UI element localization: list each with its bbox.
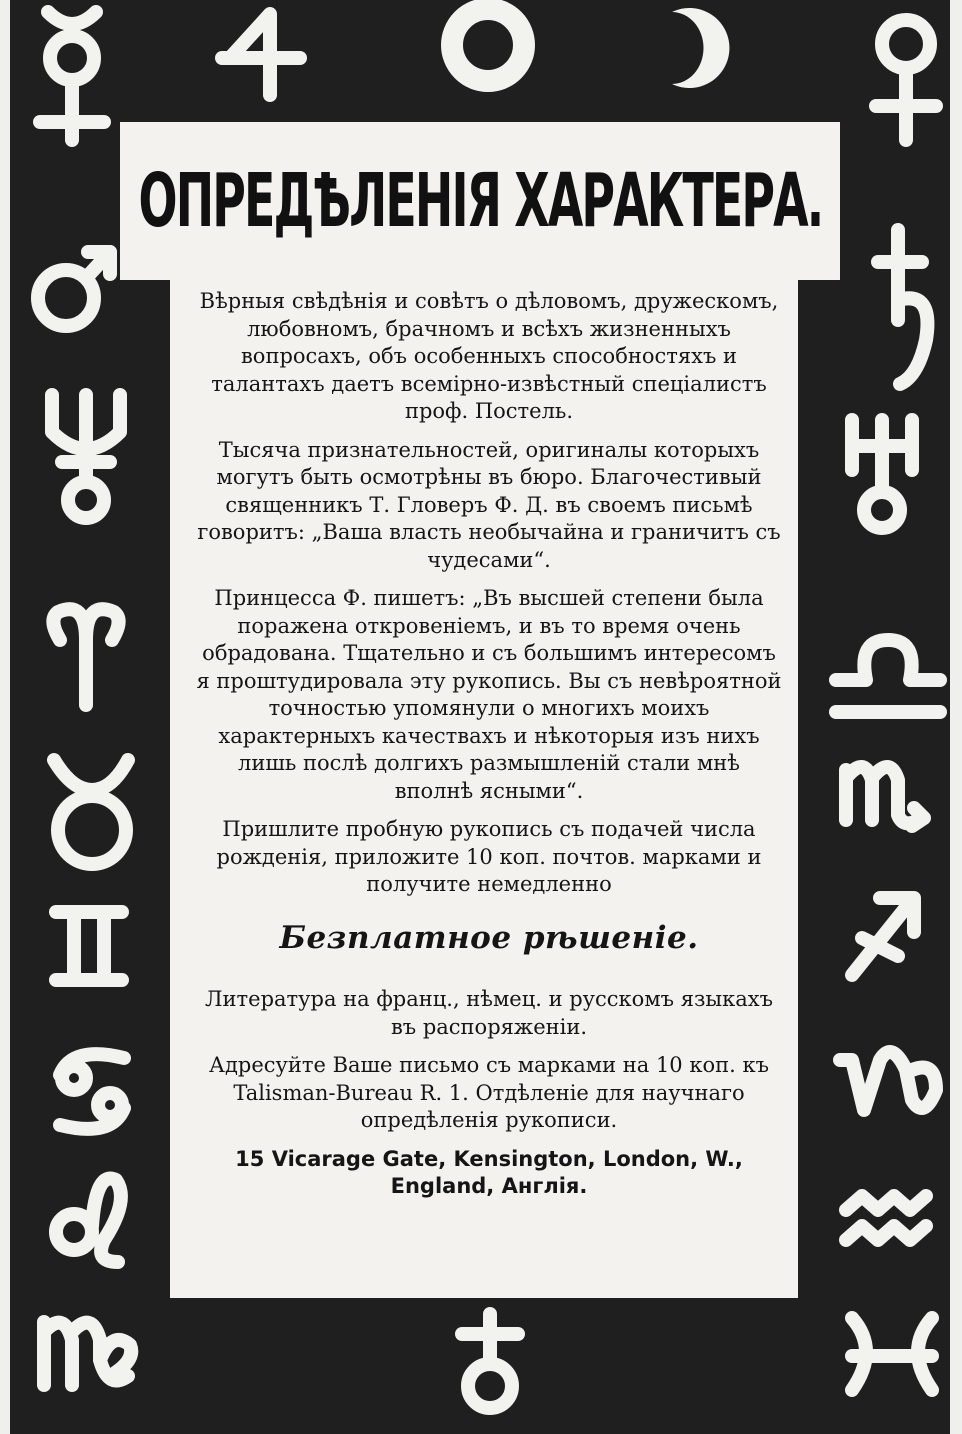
sun-icon [452,9,524,81]
mars-icon [38,252,110,326]
page-title: ОПРЕДѢЛЕНІЯ ХАРАКТЕРА. [138,158,822,244]
venus-icon [876,20,936,140]
saturn-icon [878,230,927,384]
intro-paragraph: Вѣрныя свѣдѣнія и совѣтъ о дѣловомъ, дружескомъ, любовномъ, брачномъ и всѣхъ жизненныхъ вопросахъ, объ особенныхъ способностяхъ и талантахъ даетъ всемірно-извѣстный спеціалистъ проф. Постель. [199,289,779,423]
address-intro-paragraph: Адресуйте Ваше письмо съ марками на 10 коп. къ Talisman-Bureau R. 1. Отдѣленіе для научнаго опредѣленія рукописи. [209,1053,769,1132]
moon-icon [672,8,729,88]
neptune-icon [52,395,120,518]
gemini-icon [56,912,122,980]
languages-paragraph: Литература на франц., нѣмец. и русскомъ языкахъ въ распоряженіи. [205,987,773,1039]
aries-icon [53,609,118,705]
uranus-icon [852,420,912,528]
scorpio-icon [846,767,924,826]
mercury-icon [40,12,104,140]
pisces-icon [852,1318,932,1390]
sagittarius-icon [852,898,914,975]
offer-paragraph: Пришлите пробную рукопись съ подачей числа рожденія, приложите 10 коп. почтов. марками и получите немедленно [216,817,762,896]
earth-icon [462,1314,518,1408]
virgo-icon [44,1322,131,1385]
taurus-icon [54,760,128,864]
aquarius-icon [846,1196,926,1240]
libra-icon [836,640,940,712]
capricorn-icon [840,1052,936,1110]
free-solution-heading: Безплатное рѣшеніе. [279,919,699,956]
testimonial-paragraph-2: Принцесса Ф. пишетъ: „Въ высшей степени была поражена откровеніемъ, и въ то время очень обрадована. Тщательно и съ большимъ интересомъ я проштудировала эту рукопись. Вы съ невѣроятной точностью упомянули о многихъ моихъ характерныхъ качествахъ и нѣкоторыя изъ нихъ лишь послѣ долгихъ размышленій стали мнѣ вполнѣ ясными“. [196,586,782,803]
title-box [120,122,840,280]
cancer-icon [60,1054,124,1129]
jupiter-icon [222,14,300,95]
postal-address: 15 Vicarage Gate, Kensington, London, W., England, Англія. [235,1146,743,1198]
testimonial-paragraph-1: Тысяча признательностей, оригиналы которыхъ могутъ быть осмотрѣны въ бюро. Благочестивый священникъ Т. Гловеръ Ф. Д. въ своемъ письмѣ говоритъ: „Ваша власть необычайна и граничитъ съ чудесами“. [197,437,781,572]
leo-icon [56,1178,121,1262]
advertisement-body [196,288,782,1212]
